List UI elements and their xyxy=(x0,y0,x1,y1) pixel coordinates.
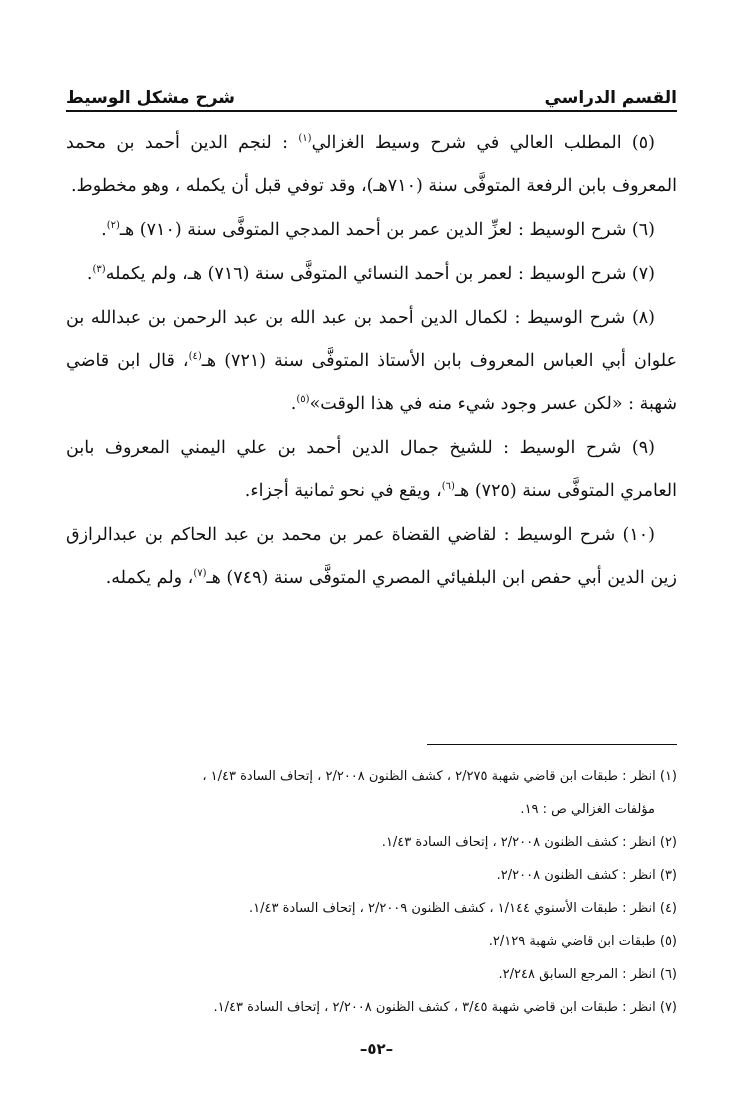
entry-text-rest: ، ولم يكمله. xyxy=(105,568,194,588)
footnote-2: (٢) انظر : كشف الظنون ٢/٢٠٠٨ ، إتحاف السادة ١/٤٣. xyxy=(381,835,677,850)
footnote-3: (٣) انظر : كشف الظنون ٢/٢٠٠٨. xyxy=(496,868,677,883)
footnote-ref: (١) xyxy=(298,133,312,145)
footnote-5: (٥) طبقات ابن قاضي شهبة ٢/١٢٩. xyxy=(488,934,677,949)
entry-6 xyxy=(66,209,677,252)
footnotes xyxy=(66,760,677,1024)
footnote-ref: (٣) xyxy=(92,264,106,276)
footnote-ref: (٤) xyxy=(188,351,202,363)
footnote-rule xyxy=(427,744,677,745)
footnote-4: (٤) انظر : طبقات الأسنوي ١/١٤٤ ، كشف الظنون ٢/٢٠٠٩ ، إتحاف السادة ١/٤٣. xyxy=(248,901,677,916)
entry-text-rest: ، قال ابن قاضي شهبة : «لكن عسر وجود شيء منه في هذا الوقت» xyxy=(66,351,677,414)
main-text xyxy=(66,122,677,600)
footnote-1 xyxy=(66,760,677,826)
entry-text: (٧) شرح الوسيط : لعمر بن أحمد النسائي المتوفَّى سنة (٧١٦) هـ، ولم يكمله xyxy=(105,264,655,284)
entry-10 xyxy=(66,514,677,600)
entry-9 xyxy=(66,427,677,513)
entry-text: (٥) المطلب العالي في شرح وسيط الغزالي xyxy=(311,133,655,153)
entry-text: (٩) شرح الوسيط : للشيخ جمال الدين أحمد بن علي اليمني المعروف بابن العامري المتوفَّى سنة (٧٢٥) هـ xyxy=(66,438,677,501)
entry-text-rest: ، ويقع في نحو ثمانية أجزاء. xyxy=(244,481,442,501)
footnote-text-continued: مؤلفات الغزالي ص : ١٩. xyxy=(520,802,655,817)
footnote-text: (١) انظر : طبقات ابن قاضي شهبة ٢/٢٧٥ ، كشف الظنون ٢/٢٠٠٨ ، إتحاف السادة ١/٤٣ ، xyxy=(202,769,677,784)
entry-8 xyxy=(66,297,677,426)
entry-text: (٦) شرح الوسيط : لعزِّ الدين عمر بن أحمد المدجي المتوفَّى سنة (٧١٠) هـ xyxy=(119,220,655,240)
entry-5 xyxy=(66,122,677,208)
entry-text: (١٠) شرح الوسيط : لقاضي القضاة عمر بن محمد بن عبد الحاكم بن عبدالرازق زين الدين أبي حفص ابن البلفيائي المصري المتوفَّى سنة (٧٤٩) هـ xyxy=(66,525,677,588)
entry-text-rest: : لنجم الدين أحمد بن محمد المعروف بابن الرفعة المتوفَّى سنة (٧١٠هـ)، وقد توفي قبل أن يكمله ، وهو مخطوط. xyxy=(66,133,677,196)
footnote-ref: (٢) xyxy=(106,220,120,232)
page-number: –٥٢– xyxy=(359,1040,394,1058)
entry-text-rest: . xyxy=(290,394,297,414)
entry-7 xyxy=(66,253,677,296)
header-rule xyxy=(66,110,677,112)
entry-text-rest: . xyxy=(86,264,93,284)
section-title: القسم الدراسي xyxy=(544,88,677,108)
footnote-ref: (٥) xyxy=(296,394,310,406)
footnote-6: (٦) انظر : المرجع السابق ٢/٢٤٨. xyxy=(498,967,677,982)
footnote-7: (٧) انظر : طبقات ابن قاضي شهبة ٣/٤٥ ، كشف الظنون ٢/٢٠٠٨ ، إتحاف السادة ١/٤٣. xyxy=(213,1000,677,1015)
entry-text: (٨) شرح الوسيط : لكمال الدين أحمد بن عبد الله بن عبد الرحمن بن عبدالله بن علوان أبي العباس المعروف بابن الأستاذ المتوفَّى سنة (٧٢١) هـ xyxy=(66,308,678,371)
footnote-ref: (٧) xyxy=(193,568,207,580)
footnote-ref: (٦) xyxy=(441,481,455,493)
book-title: شرح مشكل الوسيط xyxy=(66,88,235,108)
running-header xyxy=(66,78,677,108)
entry-text-rest: . xyxy=(101,220,107,240)
